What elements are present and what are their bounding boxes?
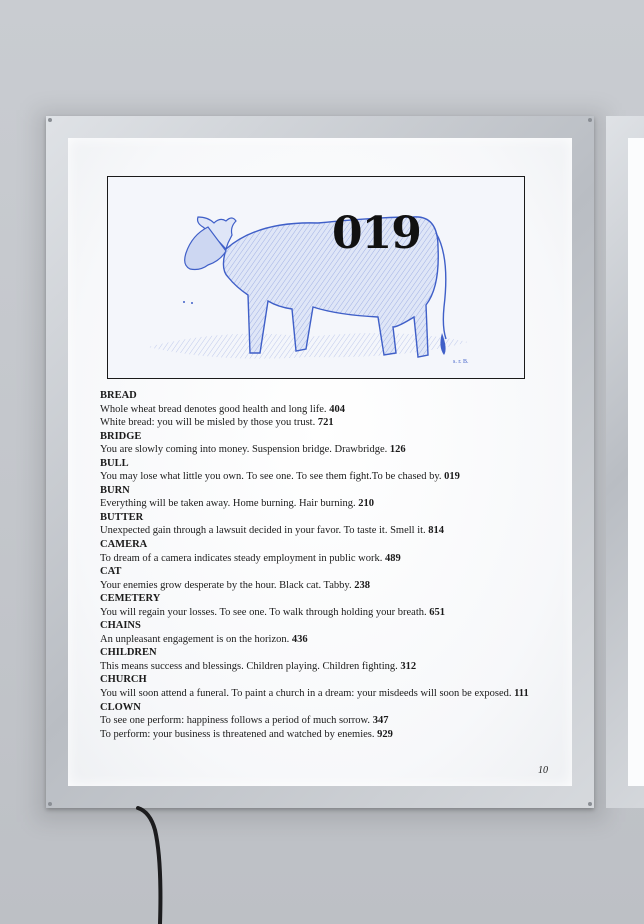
- entry-title: BRIDGE: [100, 430, 142, 442]
- entry-number: 436: [291, 633, 308, 645]
- entry-line: [100, 579, 540, 593]
- entry-title: BULL: [100, 457, 129, 469]
- bull-illustration: [107, 176, 525, 379]
- entry-title: CHURCH: [100, 674, 147, 686]
- dream-dictionary-text: [100, 389, 540, 741]
- entry-title: CHILDREN: [100, 647, 157, 659]
- entry-number: 651: [429, 606, 445, 618]
- entry-number: 489: [385, 552, 401, 564]
- svg-text:s. r. B.: s. r. B.: [453, 359, 469, 365]
- entry-number: 312: [400, 660, 417, 672]
- entry-title: BURN: [100, 484, 130, 496]
- entry-line: [100, 416, 540, 430]
- frame-screw-icon: [48, 802, 52, 806]
- bull-drawing-icon: [108, 177, 525, 379]
- entry-line: [100, 497, 540, 511]
- entry-line: [100, 443, 540, 457]
- entry-title: CHAINS: [100, 620, 141, 632]
- entry-title: CAT: [100, 566, 122, 578]
- entry-text: Everything will be taken away. Home burning. Hair burning.: [100, 498, 356, 510]
- entry-text: To perform: your business is threatened and watched by enemies.: [100, 728, 375, 740]
- entry-number: 126: [389, 444, 406, 456]
- entry-title: BREAD: [100, 390, 137, 401]
- frame-screw-icon: [48, 118, 52, 122]
- entry-text: Unexpected gain through a lawsuit decided in your favor. To taste it. Smell it.: [100, 525, 426, 537]
- entry-number: 347: [372, 715, 389, 727]
- entry-line: [100, 728, 540, 742]
- entry-text: Whole wheat bread denotes good health and long life.: [100, 403, 327, 415]
- entry-number: 721: [317, 417, 334, 429]
- entry-text: An unpleasant engagement is on the horizon.: [100, 633, 292, 645]
- entry-text: To dream of a camera indicates steady employment in public work.: [100, 552, 383, 564]
- entry-line: [100, 714, 540, 728]
- entry-text: You will soon attend a funeral. To paint a church in a dream: your misdeeds will soon be exposed.: [100, 688, 512, 700]
- page-number: 10: [538, 765, 548, 776]
- entry-number: 404: [329, 403, 345, 415]
- entry-title: BUTTER: [100, 511, 144, 523]
- entry-text: Your enemies grow desperate by the hour. Black cat. Tabby.: [100, 579, 352, 591]
- entry-line: [100, 633, 540, 647]
- entry-line: [100, 606, 540, 620]
- entry-number: 111: [514, 688, 529, 700]
- entry-title: CLOWN: [100, 701, 141, 713]
- entry-number: 814: [428, 525, 445, 537]
- entry-line: [100, 524, 540, 538]
- entry-title: CAMERA: [100, 539, 148, 551]
- entry-text: You may lose what little you own. To see one. To see them fight.To be chased by.: [100, 471, 442, 483]
- entry-text: This means success and blessings. Children playing. Children fighting.: [100, 660, 398, 672]
- frame-screw-icon: [588, 118, 592, 122]
- adjacent-lightbox-panel: [628, 138, 644, 786]
- entry-text: You are slowly coming into money. Suspension bridge. Drawbridge.: [100, 444, 388, 456]
- entry-title: CEMETERY: [100, 593, 161, 605]
- entry-text: White bread: you will be misled by those you trust.: [100, 417, 316, 429]
- frame-screw-icon: [588, 802, 592, 806]
- entry-number: 929: [377, 728, 393, 740]
- entry-number: 238: [354, 579, 370, 591]
- entry-line: [100, 552, 540, 566]
- entry-number: 210: [358, 498, 375, 510]
- entry-text: You will regain your losses. To see one. To walk through holding your breath.: [100, 606, 427, 618]
- entry-number: 019: [444, 471, 460, 483]
- entry-text: To see one perform: happiness follows a period of much sorrow.: [100, 715, 371, 727]
- illustration-number: 019: [332, 208, 421, 259]
- entry-line: [100, 660, 540, 674]
- entry-line: [100, 470, 540, 484]
- entry-line: [100, 403, 540, 417]
- entry-line: [100, 687, 540, 701]
